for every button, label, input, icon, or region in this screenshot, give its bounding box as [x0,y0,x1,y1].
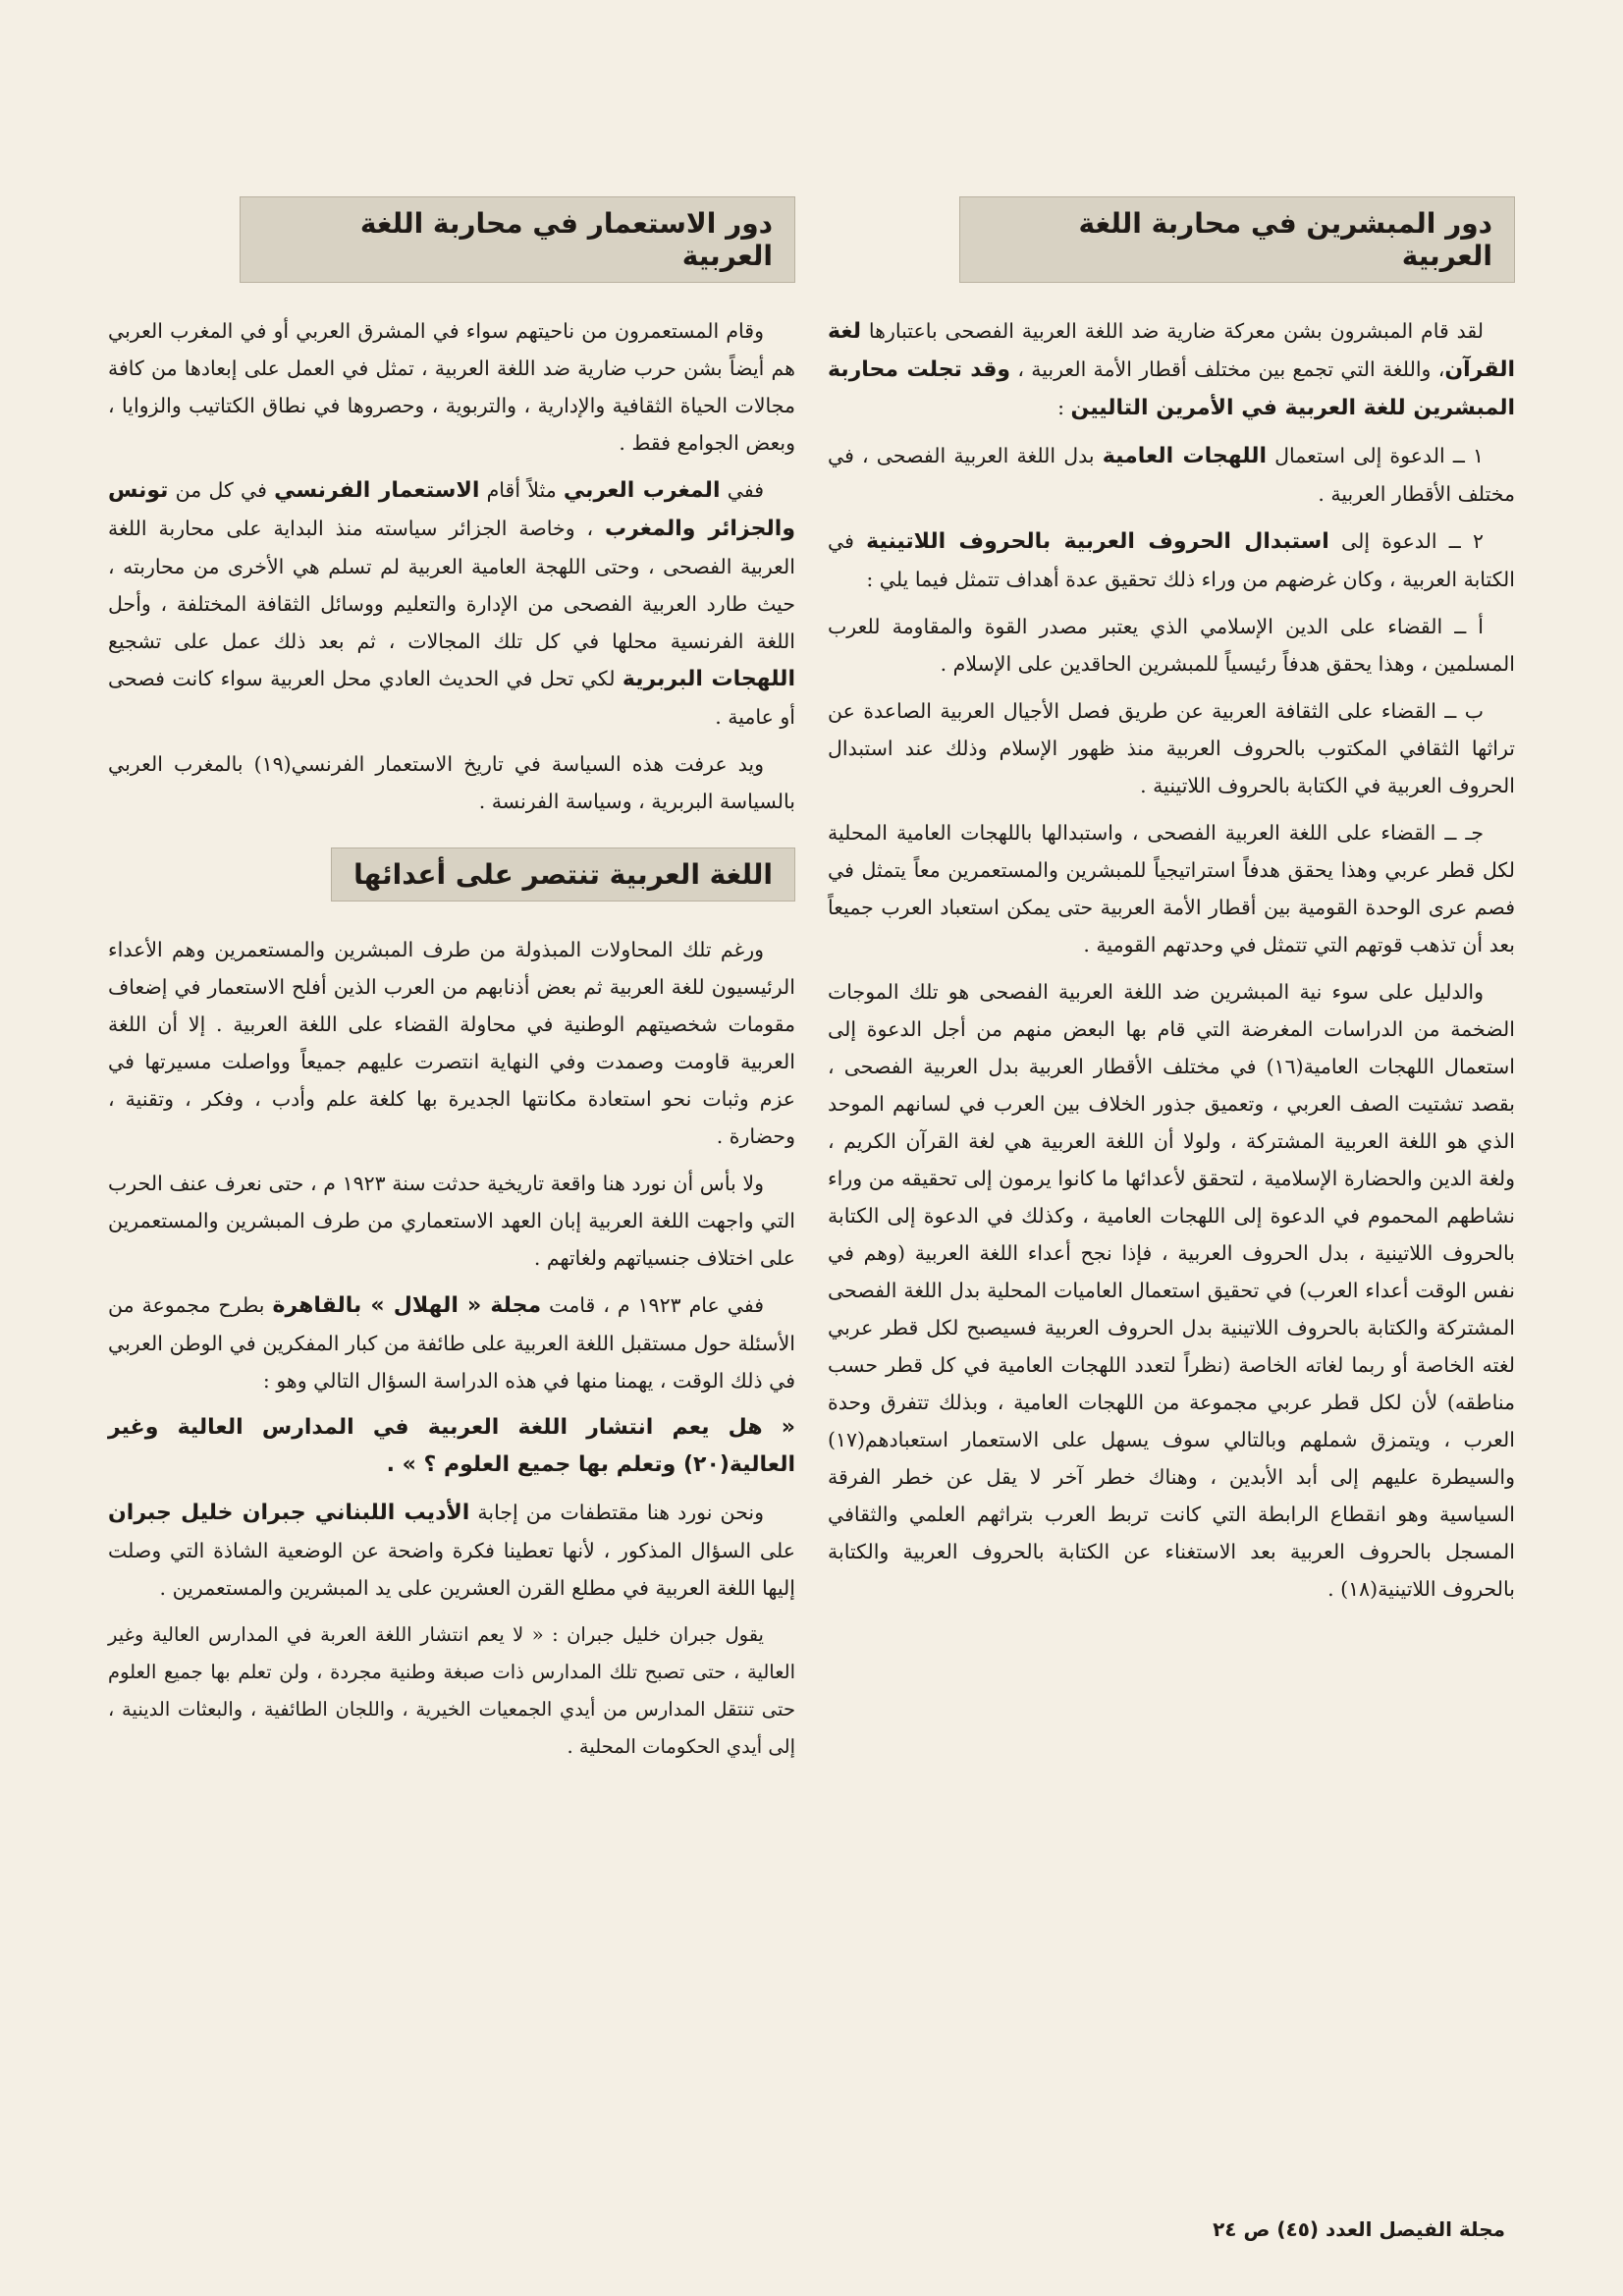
paragraph: ورغم تلك المحاولات المبذولة من طرف المبشرين والمستعمرين وهم الأعداء الرئيسيون للغة العربية ثم بعض أذنابهم من العرب الذين أفلح الاستعمار في إضعاف مقومات شخصيتهم الوطنية في محاولة القضاء على اللغة العربية . إلا أن اللغة العربية قاومت وصمدت وفي النهاية انتصرت عليهم جميعاً وواصلت مسيرتها في عزم وثبات نحو استعادة مكانتها الجديرة بها كلغة علم وأدب ، وفكر ، وتقنية ، وحضارة . [108,938,795,1148]
right-column [828,196,1515,1617]
paragraph: ففي المغرب العربي مثلاً أقام الاستعمار الفرنسي في كل من تونس والجزائر والمغرب ، وخاصة الجزائر سياسته منذ البداية على محاربة اللغة العربية الفصحى ، وحتى اللهجة العامية العربية لم تسلم هي الأخرى من محاربته ، حيث طارد العربية الفصحى من الإدارة والتعليم ووسائل الثقافة المختلفة ، وأحل اللغة الفرنسية محلها في كل تلك المجالات ، ثم بعد ذلك عمل على تشجيع اللهجات البربرية لكي تحل في الحديث العادي محل العربية سواء كانت فصحى أو عامية . [108,478,795,729]
list-item-1: ١ ــ الدعوة إلى استعمال اللهجات العامية بدل اللغة العربية الفصحى ، في مختلف الأقطار العربية . [828,444,1515,506]
paragraph: وقام المستعمرون من ناحيتهم سواء في المشرق العربي أو في المغرب العربي هم أيضاً بشن حرب ضارية ضد اللغة العربية ، تمثل في العمل على إبعادها من كافة مجالات الحياة الثقافية والإدارية ، والتربوية ، وحصروها في نطاق الكتاتيب والزوايا ، وبعض الجوامع فقط . [108,319,795,455]
question-quote: « هل يعم انتشار اللغة العربية في المدارس العالية وغير العالية(٢٠) وتعلم بها جميع العلوم ؟ » . [108,1415,795,1477]
left-column [108,196,795,1776]
paragraph: ويد عرفت هذه السياسة في تاريخ الاستعمار الفرنسي(١٩) بالمغرب العربي بالسياسة البربرية ، وسياسة الفرنسة . [108,752,795,813]
section-heading-colonialism: دور الاستعمار في محاربة اللغة العربية [240,196,795,283]
paragraph: ونحن نورد هنا مقتطفات من إجابة الأديب اللبناني جبران خليل جبران على السؤال المذكور ، لأنها تعطينا فكرة واضحة عن الوضعية الشاذة التي وصلت إليها اللغة العربية في مطلع القرن العشرين على يد المبشرين والمستعمرين . [108,1501,795,1600]
sub-item-b: ب ــ القضاء على الثقافة العربية عن طريق فصل الأجيال العربية الصاعدة عن تراثها الثقافي المكتوب بالحروف العربية منذ ظهور الإسلام وذلك عند استبدال الحروف العربية في الكتابة بالحروف اللاتينية . [828,699,1515,797]
paragraph: ففي عام ١٩٢٣ م ، قامت مجلة « الهلال » بالقاهرة بطرح مجموعة من الأسئلة حول مستقبل اللغة العربية على طائفة من كبار المفكرين في الوطن العربي في ذلك الوقت ، يهمنا منها في هذه الدراسة السؤال التالي وهو : [108,1293,795,1393]
paragraph: والدليل على سوء نية المبشرين ضد اللغة العربية الفصحى هو تلك الموجات الضخمة من الدراسات المغرضة التي قام بها البعض منهم من أجل الدعوة إلى استعمال اللهجات العامية(١٦) في مختلف الأقطار العربية بدل العربية الفصحى ، بقصد تشتيت الصف العربي ، وتعميق جذور الخلاف بين العرب في لسانهم الموحد الذي هو اللغة العربية المشتركة ، ولولا أن اللغة العربية هي لغة القرآن الكريم ، ولغة الدين والحضارة الإسلامية ، لتحقق لأعدائها ما كانوا يرمون إلى تحقيقه من وراء نشاطهم المحموم في الدعوة إلى اللهجات العامية ، وكذلك في الدعوة إلى الكتابة بالحروف اللاتينية ، بدل الحروف العربية ، فإذا نجح أعداء اللغة العربية (وهم في نفس الوقت أعداء العرب) في تحقيق استعمال العاميات المحلية بدل اللغة الفصحى المشتركة والكتابة بالحروف اللاتينية بدل الحروف العربية فسيصبح لكل قطر عربي لغته الخاصة أو ربما لغاته الخاصة (نظراً لتعدد اللهجات العامية في كل قطر حسب مناطقه) لأن لكل قطر عربي مجموعة من اللهجات العامية ، وبذلك تتفرق وحدة العرب ، ويتمزق شملهم وبالتالي سوف يسهل على الاستعمار استعبادهم(١٧) والسيطرة عليهم إلى أبد الأبدين ، وهناك خطر آخر لا يقل عن خطر الفرقة السياسية وهو انقطاع الرابطة التي كانت تربط العرب بتراثهم العلمي والثقافي المسجل بالحروف العربية بعد الاستغناء عن الكتابة بالحروف العربية والكتابة بالحروف اللاتينية(١٨) . [828,980,1515,1601]
section-heading-victory: اللغة العربية تنتصر على أعدائها [331,847,795,902]
sub-item-c: جـ ــ القضاء على اللغة العربية الفصحى ، واستبدالها باللهجات العامية المحلية لكل قطر عربي وهذا يحقق هدفاً استراتيجياً للمبشرين والمستعمرين معاً يتمثل في فصم عرى الوحدة القومية بين أقطار الأمة العربية حتى يمكن استعباد العرب جميعاً بعد أن تذهب قوتهم التي تتمثل في وحدتهم القومية . [828,821,1515,957]
sub-item-a: أ ــ القضاء على الدين الإسلامي الذي يعتبر مصدر القوة والمقاومة للعرب المسلمين ، وهذا يحقق هدفاً رئيسياً للمبشرين الحاقدين على الإسلام . [828,615,1515,676]
paragraph: لقد قام المبشرون بشن معركة ضارية ضد اللغة العربية الفصحى باعتبارها لغة القرآن، واللغة التي تجمع بين مختلف أقطار الأمة العربية ، وقد تجلت محاربة المبشرين للغة العربية في الأمرين التاليين : [828,319,1515,420]
section-heading-missionaries: دور المبشرين في محاربة اللغة العربية [959,196,1515,283]
list-item-2: ٢ ــ الدعوة إلى استبدال الحروف العربية بالحروف اللاتينية في الكتابة العربية ، وكان غرضهم من وراء ذلك تحقيق عدة أهداف تتمثل فيما يلي : [828,529,1515,591]
gibran-quote: يقول جبران خليل جبران : « لا يعم انتشار اللغة العربة في المدارس العالية وغير العالية ، حتى تصبح تلك المدارس ذات صبغة وطنية مجردة ، ولن تعلم بها جميع العلوم حتى تنتقل المدارس من أيدي الجمعيات الخيرية ، واللجان الطائفية ، والبعثات الدينية ، إلى أيدي الحكومات المحلية . [108,1623,795,1758]
page-footer: مجلة الفيصل العدد (٤٥) ص ٢٤ [1213,2217,1505,2241]
paragraph: ولا بأس أن نورد هنا واقعة تاريخية حدثت سنة ١٩٢٣ م ، حتى نعرف عنف الحرب التي واجهت اللغة العربية إبان العهد الاستعماري من طرف المبشرين والمستعمرين على اختلاف جنسياتهم ولغاتهم . [108,1172,795,1270]
